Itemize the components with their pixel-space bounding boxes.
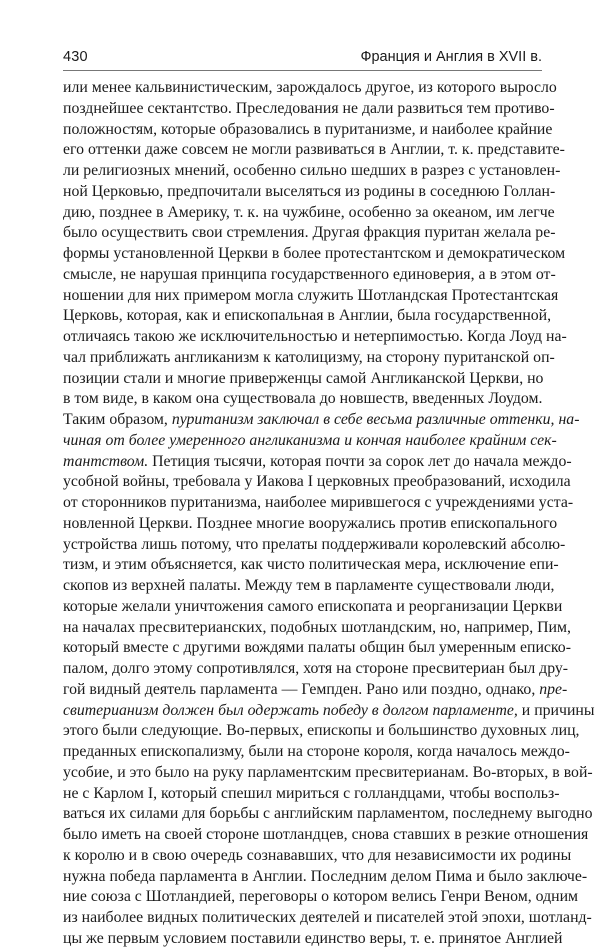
text-segment: Петиция тысячи, которая почти за сорок лет до начала междо- bbox=[148, 452, 572, 470]
text-segment: формы установленной Церкви в более протестантском и демократическом bbox=[63, 245, 566, 262]
page-number: 430 bbox=[63, 49, 88, 65]
text-line bbox=[63, 161, 561, 182]
text-line bbox=[63, 265, 556, 286]
header-rule bbox=[63, 70, 542, 71]
italic-text: свитерианизм должен был одержать победу в долгом парламенте, bbox=[63, 701, 518, 719]
text-segment: было осуществить свои стремления. Другая фракция пуритан желала ре- bbox=[63, 224, 556, 242]
text-segment: или менее кальвинистическим, зарождалось другое, из которого выросло bbox=[63, 79, 557, 96]
text-line bbox=[63, 929, 563, 950]
text-line bbox=[63, 140, 565, 161]
text-line bbox=[63, 472, 571, 493]
text-segment: и причины bbox=[517, 701, 595, 719]
text-line bbox=[63, 742, 570, 763]
text-segment: ваться их силами для борьбы с английским парламентом, последнему выгодно bbox=[63, 805, 593, 823]
text-line bbox=[63, 867, 588, 888]
text-segment: устройства лишь потому, что прелаты поддерживали королевский абсолю- bbox=[63, 535, 566, 553]
text-line bbox=[63, 804, 593, 825]
text-line bbox=[63, 120, 553, 141]
text-line bbox=[63, 887, 579, 908]
text-line bbox=[63, 576, 555, 597]
text-segment: ли религиозных мнений, особенно сильно шедших в разрез с установлен- bbox=[63, 162, 561, 179]
text-segment: на началах пресвитерианских, подобных шотландским, но, например, Пим, bbox=[63, 618, 571, 636]
text-segment: преданных епископализму, были на стороне короля, когда началось междо- bbox=[63, 743, 570, 760]
text-line bbox=[63, 618, 571, 639]
text-line bbox=[63, 638, 571, 659]
text-line bbox=[63, 535, 566, 556]
text-line bbox=[63, 452, 572, 473]
text-segment: нужна победа парламента в Англии. Последним делом Пима и было заключе- bbox=[63, 867, 588, 885]
text-segment: было иметь на своей стороне шотландцев, снова ставших в резкие отношения bbox=[63, 826, 589, 843]
text-line bbox=[63, 493, 574, 514]
text-line bbox=[63, 410, 580, 431]
text-line bbox=[63, 286, 559, 307]
text-segment: позиции стали и многие приверженцы самой Англиканской Церкви, но bbox=[63, 369, 544, 387]
text-line bbox=[63, 182, 556, 203]
running-header-title: Франция и Англия в XVII в. bbox=[360, 49, 542, 65]
text-segment: который вместе с другими вождями палаты общин был умеренным еписко- bbox=[63, 639, 571, 657]
text-line bbox=[63, 555, 559, 576]
text-segment: его оттенки даже совсем не могли развиваться в Англии, т. к. представите- bbox=[63, 141, 565, 159]
italic-text: чиная от более умеренного англиканизма и кончая наиболее крайним сек- bbox=[63, 431, 557, 449]
italic-text: пуританизм заключал в себе весьма различные оттенки, на- bbox=[171, 411, 580, 428]
text-line bbox=[63, 369, 542, 390]
text-line bbox=[63, 223, 556, 244]
text-segment: тизм, и этим объясняется, как чисто политическая мера, исключение епи- bbox=[63, 556, 559, 574]
text-line bbox=[63, 763, 593, 784]
text-line bbox=[63, 78, 557, 99]
text-segment: отличаясь такою же исключительностью и нетерпимостью. Когда Лоуд на- bbox=[63, 328, 567, 345]
text-line bbox=[63, 348, 555, 369]
text-segment: которые желали уничтожения самого епископата и реорганизации Церкви bbox=[63, 597, 563, 615]
text-line bbox=[63, 306, 552, 327]
text-line bbox=[63, 659, 569, 680]
text-segment: усобие, и это было на руку парламентским пресвитерианам. Во-вторых, в вой- bbox=[63, 763, 593, 781]
text-segment: ние союза с Шотландией, переговоры о котором велись Генри Веном, одним bbox=[63, 888, 579, 906]
text-line bbox=[63, 431, 557, 452]
text-segment: к королю и в свою очередь сознававших, что для независимости их родины bbox=[63, 846, 572, 864]
text-line bbox=[63, 825, 589, 846]
text-line bbox=[63, 784, 560, 805]
text-segment: позднейшее сектантство. Преследования не дали развиться тем противо- bbox=[63, 99, 555, 117]
text-line bbox=[63, 389, 542, 410]
text-segment: Таким образом, bbox=[63, 411, 172, 428]
text-segment: положностям, которые образовались в пуританизме, и наиболее крайние bbox=[63, 120, 553, 138]
text-line bbox=[63, 846, 572, 867]
text-line bbox=[63, 244, 566, 265]
text-segment: усобной войны, требовала у Иакова I церковных преобразований, исходила bbox=[63, 473, 571, 491]
text-line bbox=[63, 721, 580, 742]
text-segment: этого были следующие. Во-первых, епископы и большинство духовных лиц, bbox=[63, 722, 580, 740]
body-text bbox=[63, 78, 595, 950]
text-segment: из наиболее видных политических деятелей и писателей этой эпохи, шотланд- bbox=[63, 909, 592, 926]
text-line bbox=[63, 680, 568, 701]
text-segment: от сторонников пуританизма, наиболее мирившегося с учреждениями уста- bbox=[63, 494, 574, 511]
text-segment: чал приближать англиканизм к католицизму, на сторону пуританской оп- bbox=[63, 348, 555, 366]
text-segment: ношении для них примером могла служить Шотландская Протестантская bbox=[63, 286, 559, 304]
italic-text: пре- bbox=[539, 680, 568, 698]
text-line bbox=[63, 203, 555, 224]
text-segment: скопов из верхней палаты. Между тем в парламенте существовали люди, bbox=[63, 577, 555, 594]
text-segment: гой видный деятель парламента — Гемпден. Рано или поздно, однако, bbox=[63, 680, 540, 698]
text-segment: в том виде, в каком она существовала до новшеств, введенных Лоудом. bbox=[63, 390, 543, 408]
text-line bbox=[63, 597, 563, 618]
text-segment: новленной Церкви. Позднее многие вооружались против епископального bbox=[63, 514, 558, 532]
text-segment: дию, позднее в Америку, т. к. на чужбине, особенно за океаном, им легче bbox=[63, 203, 555, 221]
text-line bbox=[63, 99, 555, 120]
text-segment: ной Церковью, предпочитали выселяться из родины в соседнюю Голлан- bbox=[63, 182, 556, 200]
text-line bbox=[63, 327, 567, 348]
text-line bbox=[63, 908, 592, 929]
italic-text: тантством. bbox=[63, 452, 149, 470]
text-segment: смысле, не нарушая принципа государственного единоверия, а в этом от- bbox=[63, 265, 556, 283]
text-segment: не с Карлом I, который спешил мириться с голландцами, чтобы воспольз- bbox=[63, 784, 560, 802]
text-segment: Церковь, которая, как и епископальная в Англии, была государственной, bbox=[63, 307, 552, 325]
text-line bbox=[63, 701, 595, 722]
text-segment: палом, долго этому сопротивлялся, хотя на стороне пресвитериан был дру- bbox=[63, 660, 569, 677]
text-segment: цы же первым условием поставили единство веры, т. е. принятое Англией bbox=[63, 929, 563, 947]
text-line bbox=[63, 514, 558, 535]
